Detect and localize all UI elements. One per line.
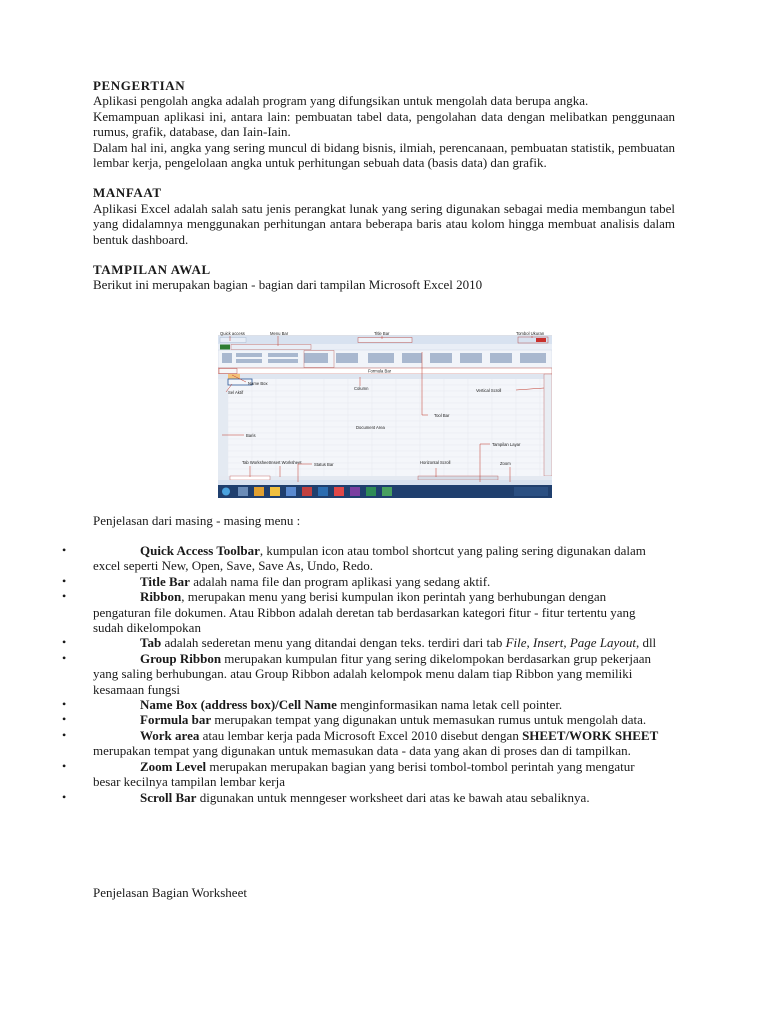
label-document-area: Document Area	[356, 425, 385, 430]
label-quick-access: Quick access	[220, 331, 245, 336]
heading-tampilan-awal: TAMPILAN AWAL	[93, 262, 211, 278]
tampilan-paragraph: Berikut ini merupakan bagian - bagian dari tampilan Microsoft Excel 2010	[93, 277, 483, 293]
label-formula-bar: Formula Bar	[368, 368, 392, 374]
list-item-title-bar: • Title Bar adalah nama file dan program aplikasi yang sedang aktif.	[62, 573, 491, 589]
list-item-scroll-bar: • Scroll Bar digunakan untuk menngeser worksheet dari atas ke bawah atau sebaliknya.	[62, 789, 590, 805]
pengertian-paragraph-2: Kemampuan aplikasi ini, antara lain: pembuatan tabel data, pengolahan data dengan melibatkan penggunaan rumus, grafik, database, dan Iain-Iain.	[93, 108, 675, 140]
label-menu-bar: Menu Bar	[270, 331, 289, 336]
list-item-quick-access: • Quick Access Toolbar, kumpulan icon atau tombol shortcut yang paling sering digunakan dalam excel seperti New, Open, Save, Save As, Undo, Redo.	[62, 543, 646, 574]
excel-2010-screenshot	[218, 330, 552, 498]
pengertian-paragraph-3: Dalam hal ini, angka yang sering muncul di bidang bisnis, ilmiah, perencanaan, pembuatan statistik, pembuatan lembar kerja, pengelolaan angka untuk perhitungan sebuah data (basis data) dan grafik.	[93, 139, 675, 171]
list-item-work-area: • Work area atau lembar kerja pada Microsoft Excel 2010 disebut dengan SHEET/WORK SHEET merupakan tempat yang digunakan untuk memasukan data - data yang akan di proses dan di tampilkan.	[62, 727, 659, 759]
label-tab-worksheet: Tab Worksheet	[242, 460, 270, 465]
list-item-zoom-level: • Zoom Level merupakan merupakan bagian yang berisi tombol-tombol perintah yang mengatur besar kecilnya tampilan lembar kerja	[62, 758, 635, 790]
pengertian-paragraph-1: Aplikasi pengolah angka adalah program yang difungsikan untuk mengolah data berupa angka.	[93, 93, 589, 109]
manfaat-paragraph: Aplikasi Excel adalah salah satu jenis perangkat lunak yang sering digunakan sebagai media membangun tabel yang didalamnya menggunakan perhitungan antara beberapa baris atau kolom hingga membuat analisis dalam bentuk dashboard.	[93, 200, 675, 247]
label-title-bar: Title Bar	[374, 331, 390, 336]
penjelasan-intro: Penjelasan dari masing - masing menu :	[93, 513, 301, 528]
list-item-tab: • Tab adalah sederetan menu yang ditandai dengan teks. terdiri dari tab File, Insert, Page Layout, dll	[62, 635, 657, 651]
penjelasan-bagian-worksheet: Penjelasan Bagian Worksheet	[93, 885, 247, 900]
label-tool-bar: Tool Bar	[434, 413, 450, 418]
list-item-name-box: • Name Box (address box)/Cell Name menginformasikan nama letak cell pointer.	[62, 697, 563, 713]
heading-pengertian: PENGERTIAN	[93, 78, 186, 93]
document-body	[93, 78, 675, 293]
label-sel-aktif: Sel Aktif	[228, 390, 244, 395]
label-name-box: Name Box	[248, 381, 268, 386]
list-item-formula-bar: • Formula bar merupakan tempat yang digunakan untuk memasukan rumus untuk mengolah data.	[62, 712, 647, 728]
heading-manfaat: MANFAAT	[93, 185, 162, 201]
label-vertical-scroll: Vertical Scroll	[476, 388, 502, 393]
label-baris: Baris	[246, 433, 256, 438]
menu-explanation-list	[62, 543, 662, 805]
label-zoom: Zoom	[500, 461, 511, 466]
label-insert-worksheet: Insert Worksheet	[270, 460, 302, 465]
label-tampilan-layar: Tampilan Layar	[492, 442, 521, 447]
list-item-ribbon: • Ribbon, merupakan menu yang berisi kumpulan ikon perintah yang berhubungan dengan pengaturan file dokumen. Atau Ribbon adalah deretan tab berdasarkan kategori fitur - fitur tertentu yang sudah dikelompokan	[62, 589, 636, 636]
label-horizontal-scroll: Horizontal Scroll	[420, 460, 451, 465]
label-tombol-ukuran: Tombol Ukuran	[516, 331, 545, 336]
list-item-group-ribbon: • Group Ribbon merupakan kumpulan fitur yang sering dikelompokan berdasarkan grup pekerjaan yang saling berhubungan. atau Group Ribbon adalah kelompok menu dalam tiap Ribbon yang memiliki kesamaan fungsi	[62, 650, 651, 697]
label-column: Column	[354, 386, 369, 391]
label-status-bar: Status Bar	[314, 462, 334, 467]
